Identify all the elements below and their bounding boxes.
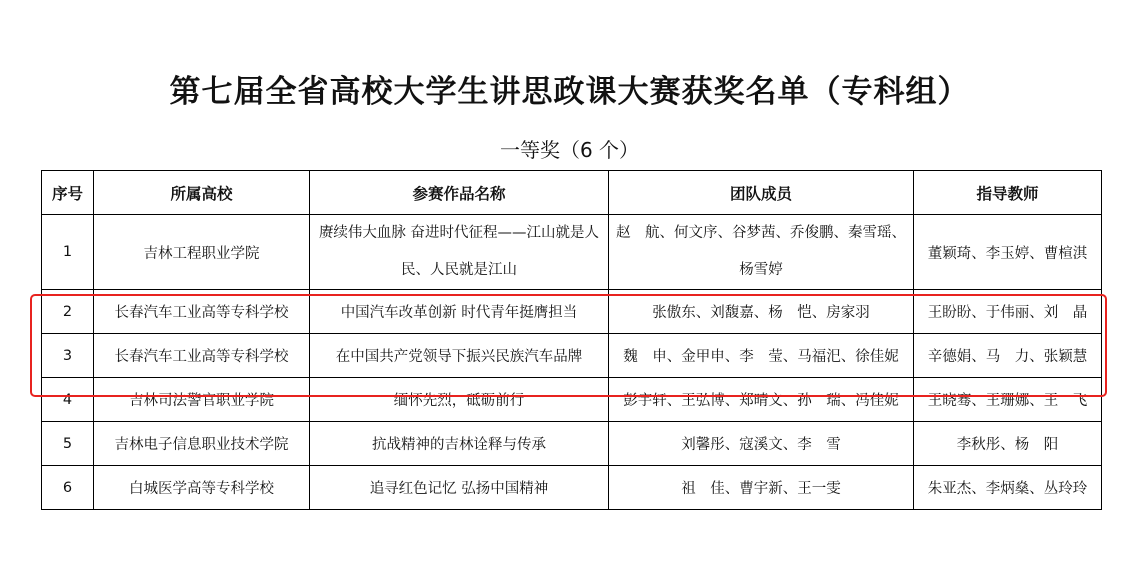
cell-school: 吉林司法警官职业学院 <box>94 378 310 422</box>
table-row <box>42 215 1102 290</box>
cell-work: 中国汽车改革创新 时代青年挺膺担当 <box>310 290 609 334</box>
header-school: 所属高校 <box>94 171 310 215</box>
document-title: 第七届全省高校大学生讲思政课大赛获奖名单（专科组） <box>169 74 970 110</box>
cell-team: 祖 佳、曹宇新、王一雯 <box>609 466 914 510</box>
cell-index: 3 <box>42 334 94 378</box>
cell-work: 抗战精神的吉林诠释与传承 <box>310 422 609 466</box>
header-advisor: 指导教师 <box>914 171 1102 215</box>
header-work: 参赛作品名称 <box>310 171 609 215</box>
cell-work: 缅怀先烈，砥砺前行 <box>310 378 609 422</box>
cell-advisor: 辛德娟、马 力、张颖慧 <box>914 334 1102 378</box>
award-level-subtitle: 一等奖（6 个） <box>499 138 640 162</box>
cell-team: 刘馨彤、寇溪文、李 雪 <box>609 422 914 466</box>
table-row <box>42 378 1102 422</box>
cell-school: 白城医学高等专科学校 <box>94 466 310 510</box>
header-team: 团队成员 <box>609 171 914 215</box>
cell-work: 在中国共产党领导下振兴民族汽车品牌 <box>310 334 609 378</box>
cell-index: 6 <box>42 466 94 510</box>
cell-school: 吉林电子信息职业技术学院 <box>94 422 310 466</box>
table-header-row <box>42 171 1102 215</box>
cell-team: 彭宇轩、王弘博、郑晴文、孙 瑞、冯佳妮 <box>609 378 914 422</box>
cell-index: 4 <box>42 378 94 422</box>
cell-advisor: 王晓骞、王珊娜、王 飞 <box>914 378 1102 422</box>
table-row <box>42 334 1102 378</box>
cell-team: 魏 申、金甲申、李 莹、马福汜、徐佳妮 <box>609 334 914 378</box>
cell-index: 5 <box>42 422 94 466</box>
cell-team: 赵 航、何文序、谷梦茜、乔俊鹏、秦雪瑶、杨雪婷 <box>609 215 914 290</box>
cell-advisor: 王盼盼、于伟丽、刘 晶 <box>914 290 1102 334</box>
cell-work: 赓续伟大血脉 奋进时代征程——江山就是人民、人民就是江山 <box>310 215 609 290</box>
cell-team: 张傲东、刘馥嘉、杨 恺、房家羽 <box>609 290 914 334</box>
cell-advisor: 李秋彤、杨 阳 <box>914 422 1102 466</box>
cell-school: 长春汽车工业高等专科学校 <box>94 334 310 378</box>
award-table <box>41 170 1102 510</box>
cell-advisor: 朱亚杰、李炳燊、丛玲玲 <box>914 466 1102 510</box>
table-row <box>42 422 1102 466</box>
table-row <box>42 290 1102 334</box>
header-index: 序号 <box>42 171 94 215</box>
cell-index: 2 <box>42 290 94 334</box>
cell-work: 追寻红色记忆 弘扬中国精神 <box>310 466 609 510</box>
cell-index: 1 <box>42 215 94 290</box>
cell-advisor: 董颖琦、李玉婷、曹楦淇 <box>914 215 1102 290</box>
cell-school: 长春汽车工业高等专科学校 <box>94 290 310 334</box>
cell-school: 吉林工程职业学院 <box>94 215 310 290</box>
table-row <box>42 466 1102 510</box>
